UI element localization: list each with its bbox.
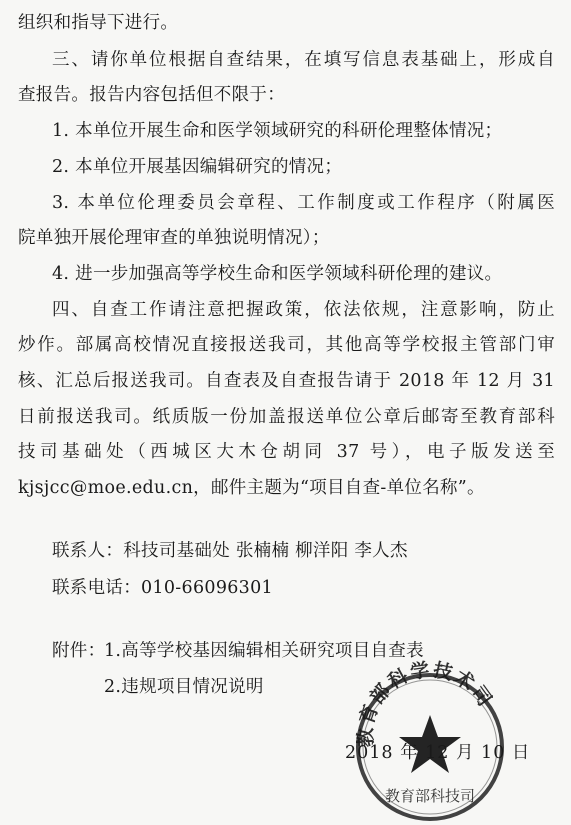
list-item-4: 4. 进一步加强高等学校生命和医学领域科研伦理的建议。 xyxy=(52,264,503,284)
text-line-10: 炒作。部属高校情况直接报送我司，其他高等学校报主管部门审 xyxy=(18,335,555,355)
list-item-2: 2. 本单位开展基因编辑研究的情况； xyxy=(52,157,343,177)
attachment-label: 附件： xyxy=(52,641,106,661)
contact-people: 联系人：科技司基础处 张楠楠 柳洋阳 李人杰 xyxy=(52,541,408,561)
text-line-9: 四、自查工作请注意把握政策，依法依规，注意影响，防止 xyxy=(52,300,555,320)
list-item-3-cont: 院单独开展伦理审查的单独说明情况）； xyxy=(18,228,330,248)
list-item-1: 1. 本单位开展生命和医学领域研究的科研伦理整体情况； xyxy=(52,121,503,141)
attachment-item-2: 2.违规项目情况说明 xyxy=(104,677,264,697)
text-line-11: 核、汇总后报送我司。自查表及自查报告请于 2018 年 12 月 31 xyxy=(18,371,555,391)
contact-phone: 联系电话：010-66096301 xyxy=(52,578,273,598)
text-line-12: 日前报送我司。纸质版一份加盖报送单位公章后邮寄至教育部科 xyxy=(18,407,555,427)
text-line-14-email: kjsjcc@moe.edu.cn，邮件主题为“项目自查-单位名称”。 xyxy=(18,478,485,498)
text-line-1: 组织和指导下进行。 xyxy=(18,13,179,33)
attachment-item-1: 1.高等学校基因编辑相关研究项目自查表 xyxy=(104,641,424,661)
list-item-3: 3. 本单位伦理委员会章程、工作制度或工作程序（附属医 xyxy=(52,193,555,213)
text-line-2: 三、请你单位根据自查结果，在填写信息表基础上，形成自 xyxy=(52,50,555,70)
text-line-3: 查报告。报告内容包括但不限于： xyxy=(18,85,285,105)
text-line-13: 技司基础处（西城区大木仓胡同 37 号），电子版发送至 xyxy=(18,442,555,462)
seal-outer-text: 教育部科学技术司 xyxy=(354,658,497,748)
seal-inner-text: 教育部科技司 xyxy=(384,787,476,805)
document-date: 2018 年 12 月 10 日 xyxy=(345,743,531,763)
